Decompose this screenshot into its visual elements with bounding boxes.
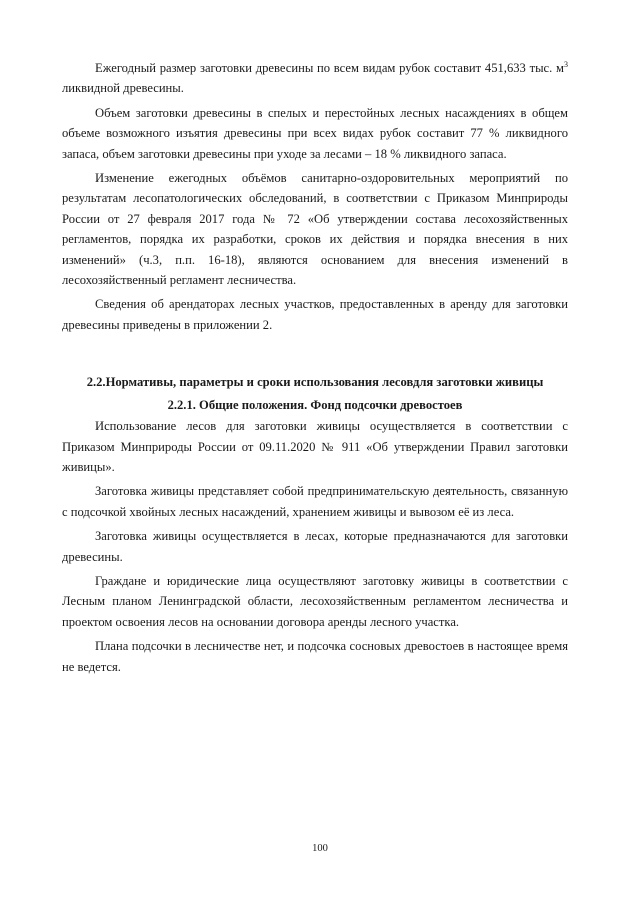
paragraph-resin-forests: Заготовка живицы осуществляется в лесах, которые предназначаются для заготовки древесины. (62, 529, 568, 564)
paragraph-text: Ежегодный размер заготовки древесины по всем видам рубок составит 451,633 тыс. м (95, 61, 564, 75)
section-heading: 2.2.Нормативы, параметры и сроки использования лесовдля заготовки живицы (86, 375, 544, 390)
paragraph-harvest-volume: Объем заготовки древесины в спелых и перестойных лесных насаждениях в общем объеме возможного изъятия древесины при всех видах рубок составит 77 % ликвидного запаса, объем заготовки древесины при уходе за лесами – 18 % ликвидного запаса. (62, 105, 568, 161)
paragraph-resin-legal-basis: Граждане и юридические лица осуществляют заготовку живицы в соответствии с Лесным планом Ленинградской области, лесохозяйственным регламентом лесничества и проектом освоения лесов на основании договора аренды лесного участка. (62, 573, 568, 629)
section-spacer (62, 335, 568, 372)
subsection-heading: 2.2.1. Общие положения. Фонд подсочки древостоев (167, 397, 463, 412)
page-body (62, 58, 568, 677)
paragraph-annual-harvest (62, 58, 568, 99)
paragraph-text-continued: ликвидной древесины. (62, 81, 184, 96)
paragraph-tenants: Сведения об арендаторах лесных участков, предоставленных в аренду для заготовки древесины приведены в приложении 2. (62, 297, 568, 332)
paragraph-sanitary-measures: Изменение ежегодных объёмов санитарно-оздоровительных мероприятий по результатам лесопатологических обследований, в соответствии с Приказом Минприроды России от 27 февраля 2017 года № 72 «Об утверждении состава лесохозяйственных регламентов, порядка их разработки, сроков их действия и порядка внесения в них изменений» (ч.3, п.п. 16-18), являются основанием для внесения изменений в лесохозяйственный регламент лесничества. (62, 171, 568, 288)
superscript-cubic: 3 (564, 59, 568, 69)
paragraph-resin-business: Заготовка живицы представляет собой предпринимательскую деятельность, связанную с подсочкой хвойных лесных насаждений, хранением живицы и вывозом её из леса. (62, 484, 568, 519)
paragraph-tapping-plan: Плана подсочки в лесничестве нет, и подсочка сосновых древостоев в настоящее время не ведется. (62, 639, 568, 674)
paragraph-resin-regulation: Использование лесов для заготовки живицы осуществляется в соответствии с Приказом Минприроды России от 09.11.2020 № 911 «Об утверждении Правил заготовки живицы». (62, 419, 568, 474)
page-number: 100 (312, 843, 328, 854)
